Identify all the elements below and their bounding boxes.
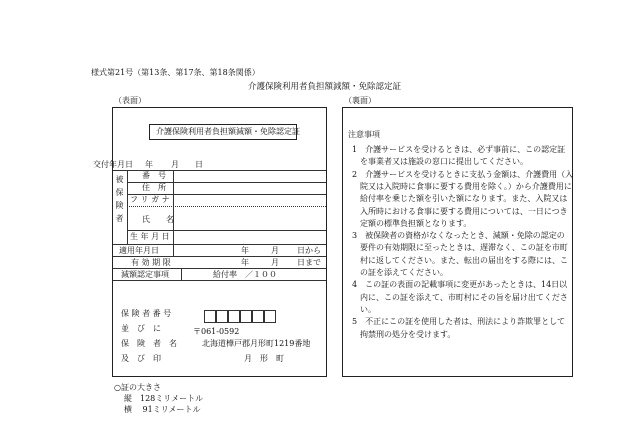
insurer-label-4: 及 び 印	[121, 354, 161, 363]
benefit-rate: 給付率 ／１００	[213, 270, 277, 279]
insured-label: 被保険者	[115, 175, 124, 227]
note-line: 3 被保険者の資格がなくなったとき、減額・免除の認定の	[352, 231, 565, 241]
valid-period-year: 年	[241, 258, 249, 267]
back-side-label: （裏面）	[344, 96, 376, 105]
insurer-address: 北海道樺戸郡月形町1219番地	[202, 339, 311, 348]
insurer-name: 月 形 町	[244, 354, 284, 363]
address-label: 住 所	[142, 183, 166, 192]
insurer-postal: 〒061-0592	[193, 327, 240, 336]
issue-date-year: 年	[145, 160, 153, 169]
note-line: 拘禁刑の処分を受けます。	[352, 329, 456, 339]
name-label: 氏 名	[142, 215, 174, 224]
note-line: 5 不正にこの証を使用した者は、刑法により詐欺罪として	[352, 317, 566, 327]
note-line: 入所時における食事に要する費用については、一日につき	[352, 206, 568, 216]
issue-date-month: 月	[171, 160, 179, 169]
insured-table	[113, 170, 326, 256]
card-title-box	[149, 124, 300, 140]
furigana-label: フ リ ガ ナ	[130, 195, 170, 204]
reduction-label: 減額認定事項	[121, 270, 169, 279]
front-side-label: （表面）	[114, 96, 146, 105]
number-label: 番 号	[142, 171, 166, 180]
note-line: 4 この証の表面の記載事項に変更があったときは、14日以	[352, 280, 568, 290]
note-line: 要件の有効期限に至ったときは、遅滞なく、この証を市町	[352, 243, 568, 253]
valid-period-month: 月	[271, 258, 279, 267]
note-line: 給付率を乗じた額を引いた額になります。また、入院又は	[352, 194, 568, 204]
size-heading: ○証の大きさ	[114, 383, 161, 392]
note-line: い。	[352, 304, 376, 314]
issue-date-label: 交付年月日	[93, 160, 133, 169]
note-line: 院又は入院時に食事に要する費用を除く。）から介護費用に	[352, 181, 572, 191]
insurer-label-3: 保 険 者 名	[121, 339, 177, 348]
note-line: 定額の標準負担額となります。	[352, 218, 472, 228]
insurer-label-1: 保 険 者 番 号	[121, 309, 172, 318]
note-line: 内に、この証を添えて、市町村にその旨を届け出てくださ	[352, 292, 568, 302]
insurer-label-2: 並 び に	[121, 324, 161, 333]
apply-date-month: 月	[271, 246, 279, 255]
document-title: 介護保険利用者負担額減額・免除認定証	[248, 82, 402, 92]
note-line: 2 介護サービスを受けるときに支払う金額は、介護費用（入	[352, 169, 574, 179]
note-line: の証を添えてください。	[352, 268, 448, 277]
issue-date-day: 日	[195, 160, 203, 169]
back-card	[342, 107, 573, 377]
notes-title: 注意事項	[348, 130, 380, 139]
valid-period-until: 日まで	[297, 258, 321, 267]
card-title: 介護保険利用者負担額減額・免除認定証	[156, 127, 300, 136]
note-line: を事業者又は施設の窓口に提出してください。	[352, 157, 528, 167]
apply-date-label: 適用年月日	[119, 246, 159, 255]
valid-period-label: 有 効 期 限	[131, 258, 171, 267]
size-height: 縦 128ミリメートル	[124, 394, 204, 403]
insurer-number-boxes	[204, 310, 284, 323]
apply-date-from: 日から	[297, 246, 321, 255]
note-line: 村に返してください。また、転出の届出をする際には、こ	[352, 255, 568, 265]
front-card	[93, 107, 327, 377]
birthdate-label: 生 年 月 日	[130, 232, 170, 241]
form-reference: 様式第21号（第13条、第17条、第18条関係）	[91, 68, 260, 77]
apply-date-year: 年	[241, 246, 249, 255]
size-width: 横 91ミリメートル	[124, 405, 201, 414]
note-line: 1 介護サービスを受けるときは、必ず事前に、この認定証	[352, 145, 566, 154]
